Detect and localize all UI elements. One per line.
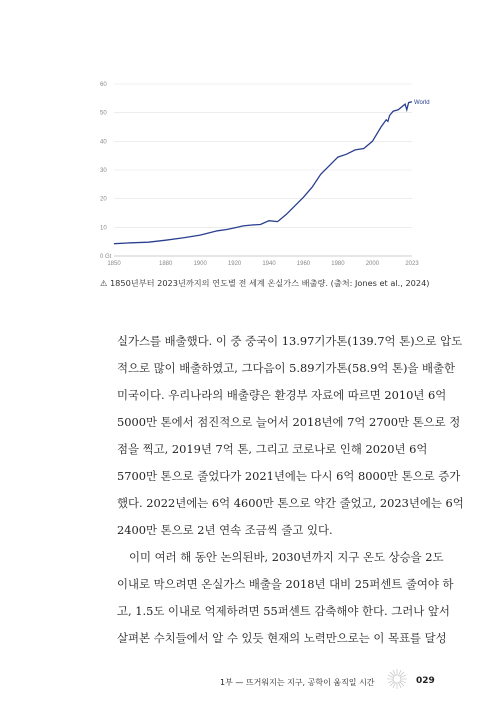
text-line: 5000만 톤에서 점진적으로 늘어서 2018년에 7억 2700만 톤으로 정 (117, 415, 461, 429)
x-tick-label: 1980 (331, 261, 345, 267)
x-tick-label: 1850 (107, 261, 121, 267)
x-tick-label: 2023 (405, 261, 419, 267)
text-line: 5700만 톤으로 줄었다가 2021년에는 다시 6억 8000만 톤으로 증가 (117, 469, 461, 483)
x-tick-label: 1920 (227, 261, 242, 267)
y-tick-label: 10 (100, 225, 107, 232)
text-line: 이내로 막으려면 온실가스 배출을 2018년 대비 25퍼센트 줄여야 하 (117, 577, 454, 591)
text-line: 고, 1.5도 이내로 억제하려면 55퍼센트 감축해야 한다. 그러나 앞서 (117, 604, 450, 618)
x-axis-ticks (107, 261, 419, 267)
text-line: 살펴본 수치들에서 알 수 있듯 현재의 노력만으로는 이 목표를 달성 (117, 631, 447, 645)
y-tick-label: 0 Gt (100, 254, 112, 260)
running-head: 1부 — 뜨거워지는 지구, 공학이 움직일 시간 (220, 678, 375, 687)
emissions-chart (0, 0, 500, 275)
series-label-world: World (414, 99, 430, 106)
y-tick-label: 20 (100, 196, 107, 203)
series-line-world (114, 102, 412, 244)
y-axis-ticks (100, 82, 112, 260)
text-line: 2400만 톤으로 2년 연속 조금씩 줄고 있다. (117, 523, 333, 537)
y-tick-label: 60 (100, 82, 107, 88)
x-tick-label: 1940 (262, 261, 276, 267)
x-tick-label: 1880 (158, 261, 173, 267)
sun-ornament-icon (386, 668, 408, 690)
text-line: 미국이다. 우리나라의 배출량은 환경부 자료에 따르면 2010년 6억 (117, 388, 447, 402)
chart-grid (114, 84, 412, 256)
y-tick-label: 30 (100, 168, 107, 174)
figure-caption: ⚠ 1850년부터 2023년까지의 연도별 전 세계 온실가스 배출량. (출처: Jones et al., 2024) (100, 278, 430, 288)
y-tick-label: 40 (100, 139, 107, 146)
y-tick-label: 50 (100, 110, 107, 117)
text-line: 실가스를 배출했다. 이 중 중국이 13.97기가톤(139.7억 톤)으로 압도 (117, 334, 463, 348)
text-line: 했다. 2022년에는 6억 4600만 톤으로 약간 줄었고, 2023년에는 6억 (117, 496, 464, 510)
x-tick-label: 1900 (193, 261, 207, 267)
body-text (117, 328, 464, 652)
x-tick-label: 1960 (296, 261, 311, 267)
text-line: 적으로 많이 배출하였고, 그다음이 5.89기가톤(58.9억 톤)을 배출한 (117, 361, 456, 375)
page-number: 029 (416, 676, 435, 686)
paragraph-1 (117, 328, 464, 544)
text-line: 점을 찍고, 2019년 7억 톤, 그리고 코로나로 인해 2020년 6억 (117, 442, 428, 456)
text-line: 이미 여러 해 동안 논의된바, 2030년까지 지구 온도 상승을 2도 (129, 550, 444, 564)
x-tick-label: 2000 (365, 261, 380, 267)
paragraph-2 (117, 544, 454, 652)
